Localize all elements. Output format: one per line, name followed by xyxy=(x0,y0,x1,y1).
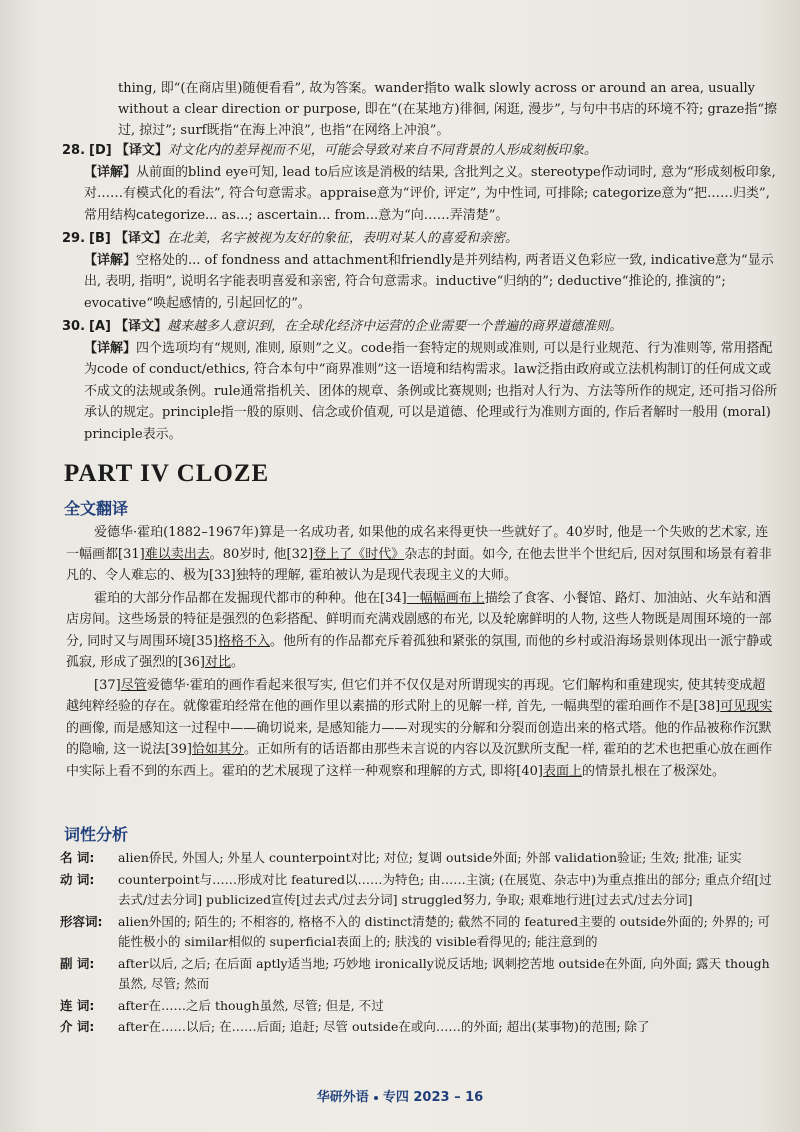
paragraph-text: 杂志的封面。如今, 在他去世半个世纪后, 因对氛围和场景有着非凡的、令人难忘的、极为[33]独特的理解, 霍珀被认为是现代表现主义的大师。 xyxy=(66,546,772,583)
paragraph-text: 。80岁时, 他[32] xyxy=(209,546,314,562)
vocab-row xyxy=(60,848,780,869)
translation-paragraphs xyxy=(66,522,778,783)
translation-tag: 【译文】 xyxy=(115,319,168,334)
page-footer xyxy=(0,1086,800,1105)
footer-dot-icon xyxy=(374,1096,378,1100)
answer-item-29 xyxy=(62,228,780,314)
pos-text: after在……以后; 在……后面; 追赶; 尽管 outside在或向……的外面; 超出(某事物)的范围; 除了 xyxy=(118,1019,650,1034)
paragraph-text: 的画像, 而是感知这一过程中——确切说来, 是感知能力——对现实的分解和分裂而创造出来的格式塔。他的作品被称作沉默的隐喻, 这一说法[39] xyxy=(66,720,772,757)
item-explanation-block xyxy=(62,338,780,446)
answer-underline: 格格不入 xyxy=(217,633,270,649)
paragraph xyxy=(66,675,778,783)
explanation-tag: 【详解】 xyxy=(84,340,137,356)
pos-label: 形容词: xyxy=(60,913,103,929)
vocab-row xyxy=(60,954,780,995)
item-answer: [B] xyxy=(89,231,111,246)
pos-label: 副 词: xyxy=(60,955,95,971)
explanation-tag: 【详解】 xyxy=(84,164,137,180)
pos-label: 介 词: xyxy=(60,1019,95,1034)
pos-label: 动 词: xyxy=(60,871,95,887)
paragraph-text: 描绘了食客、小餐馆、路灯、加油站、火车站和酒店房间。这些场景的特征是强烈的色彩搭配、鲜明而充满戏剧感的布光, 以及轮廓鲜明的人物, 这些人物既是周围环境的一部分, 同时又与周围环境[35] xyxy=(66,590,772,649)
item-answer: [D] xyxy=(89,143,112,158)
paragraph-text: 爱德华·霍珀(1882–1967年)算是一名成功者, 如果他的成名来得更快一些就好了。40岁时, 他是一个失败的艺术家, 连一幅画都[31] xyxy=(66,525,769,562)
item-explanation: 空格处的... of fondness and attachment和friendly是并列结构, 两者语义色彩应一致, indicative意为“显示出, 表明, 指明”, 说明名字能表明喜爱和亲密, 符合句意需求。inductive“归纳的”; deductive“推论的, 推演的”; evocative“唤起感情的, 引起回忆的”。 xyxy=(84,252,774,311)
full-translation-heading: 全文翻译 xyxy=(64,499,129,518)
item-translation: 在北美，名字被视为友好的象征，表明对某人的喜爱和亲密。 xyxy=(166,231,518,246)
answer-head xyxy=(62,228,780,250)
vocab-list xyxy=(60,848,780,1039)
paragraph-text: 霍珀的大部分作品都在发掘现代都市的种种。他在[34] xyxy=(94,590,407,606)
answer-underline: 对比 xyxy=(204,655,231,670)
item-number: 30. xyxy=(62,319,86,334)
pos-text: counterpoint与……形成对比 featured以……为特色; 由……主演; (在展览、杂志中)为重点推出的部分; 重点介绍[过去式/过去分词] publicized宣传[过去式/过去分词] struggled努力, 争取; 艰难地行进[过去式/过去分词] xyxy=(118,871,772,907)
translation-tag: 【译文】 xyxy=(115,143,168,158)
paragraph-text: 。正如所有的话语都由那些未言说的内容以及沉默所支配一样, 霍珀的艺术也把重心放在画作中实际上看不到的东西上。霍珀的艺术展现了这样一种观察和理解的方式, 即将[40] xyxy=(66,742,773,779)
footer-brand: 华研外语 xyxy=(316,1090,369,1105)
paragraph xyxy=(66,588,778,674)
paragraph-text: 。 xyxy=(230,655,244,670)
answer-underline: 恰如其分 xyxy=(191,742,244,757)
answer-head xyxy=(62,316,780,338)
translation-tag: 【译文】 xyxy=(114,231,167,246)
pos-text: alien外国的; 陌生的; 不相容的, 格格不入的 distinct清楚的; 截然不同的 featured主要的 outside外面的; 外界的; 可能性极小的 similar相似的 superficial表面上的; 肤浅的 visible看得见的; 能注意到的 xyxy=(118,913,771,949)
pos-text: alien侨民, 外国人; 外星人 counterpoint对比; 对位; 复调 outside外面; 外部 validation验证; 生效; 批准; 证实 xyxy=(118,850,742,865)
item-number: 28. xyxy=(62,143,86,158)
item-explanation-block xyxy=(62,162,780,227)
answer-head xyxy=(62,140,780,162)
paragraph-text: 的情景扎根在了极深处。 xyxy=(581,763,725,779)
item-answer: [A] xyxy=(89,319,111,334)
vocab-heading: 词性分析 xyxy=(64,825,129,844)
answer-underline: 登上了《时代》 xyxy=(313,546,405,562)
pos-label: 连 词: xyxy=(60,997,95,1013)
item-explanation-block xyxy=(62,250,780,315)
answer-item-30 xyxy=(62,316,780,445)
item-translation: 越来越多人意识到，在全球化经济中运营的企业需要一个普遍的商界道德准则。 xyxy=(167,319,623,334)
item-explanation: 从前面的blind eye可知, lead to后应该是消极的结果, 含批判之义。stereotype作动词时, 意为“形成刻板印象, 对……有模式化的看法”, 符合句意需求。appraise意为“评价, 评定”, 为中性词, 可排除; categorize意为“把……归类”, 常用结构categorize... as...; ascertain... from...意为“向……弄清楚”。 xyxy=(84,164,776,223)
vocab-row xyxy=(60,1017,780,1038)
pos-text: after以后, 之后; 在后面 aptly适当地; 巧妙地 ironically说反话地; 讽刺挖苦地 outside在外面, 向外面; 露天 though虽然, 尽管; 然而 xyxy=(118,955,770,991)
answer-underline: 可见现实 xyxy=(720,699,773,714)
item-number: 29. xyxy=(62,231,86,246)
answer-underline: 一幅幅画布上 xyxy=(406,590,485,606)
paragraph xyxy=(66,522,778,587)
answer-underline: 尽管 xyxy=(120,677,147,693)
footer-page-number: – 16 xyxy=(454,1090,484,1105)
pos-label: 名 词: xyxy=(60,850,95,865)
part-title: PART IV CLOZE xyxy=(64,460,270,487)
footer-section: 专四 xyxy=(382,1090,409,1105)
answer-underline: 表面上 xyxy=(542,763,582,779)
vocab-row xyxy=(60,912,780,953)
footer-year: 2023 xyxy=(413,1090,450,1105)
pos-text: after在……之后 though虽然, 尽管; 但是, 不过 xyxy=(118,997,384,1013)
item-explanation: 四个选项均有“规则, 准则, 原则”之义。code指一套特定的规则或准则, 可以是行业规范、行为准则等, 常用搭配为code of conduct/ethics, 符合本句中“商界准则”这一语境和结构需求。law泛指由政府或立法机构制订的任何成文或不成文的法规或条例。rule通常指机关、团体的规章、条例或比赛规则; 也指对人行为、方法等所作的规定, 还可指习俗所承认的规定。principle指一般的原则、信念或价值观, 可以是道德、伦理或行为准则方面的, 作后者解时一般用 (moral) principle表示。 xyxy=(84,340,778,442)
explanation-tag: 【详解】 xyxy=(84,252,137,268)
answer-items xyxy=(62,140,780,447)
item-translation: 对文化内的差异视而不见，可能会导致对来自不同背景的人形成刻板印象。 xyxy=(167,143,597,158)
answer-underline: 难以卖出去 xyxy=(144,546,210,562)
vocab-row xyxy=(60,870,780,911)
answer-item-28 xyxy=(62,140,780,226)
paragraph-text: 爱德华·霍珀的画作看起来很写实, 但它们并不仅仅是对所谓现实的再现。它们解构和重建现实, 使其转变成超越纯粹经验的存在。就像霍珀经常在他的画作里以素描的形式附上的见解一样, 首先, 一幅典型的霍珀画作不是[38] xyxy=(66,677,766,714)
intro-text: thing, 即“(在商店里)随便看看”, 故为答案。wander指to walk slowly across or around an area, usually without a clear direction or purpose, 即在“(在某地方)徘徊, 闲逛, 漫步”, 与句中书店的环境不符; graze指“擦过, 掠过”; surf既指“在海上冲浪”, 也指“在网络上冲浪”。 xyxy=(118,81,778,138)
paragraph-text: [37] xyxy=(94,677,121,693)
vocab-row xyxy=(60,996,780,1017)
paragraph-text: 。他所有的作品都充斥着孤独和紧张的氛围, 而他的乡村或沿海场景则体现出一派宁静或孤寂, 形成了强烈的[36] xyxy=(66,633,773,670)
